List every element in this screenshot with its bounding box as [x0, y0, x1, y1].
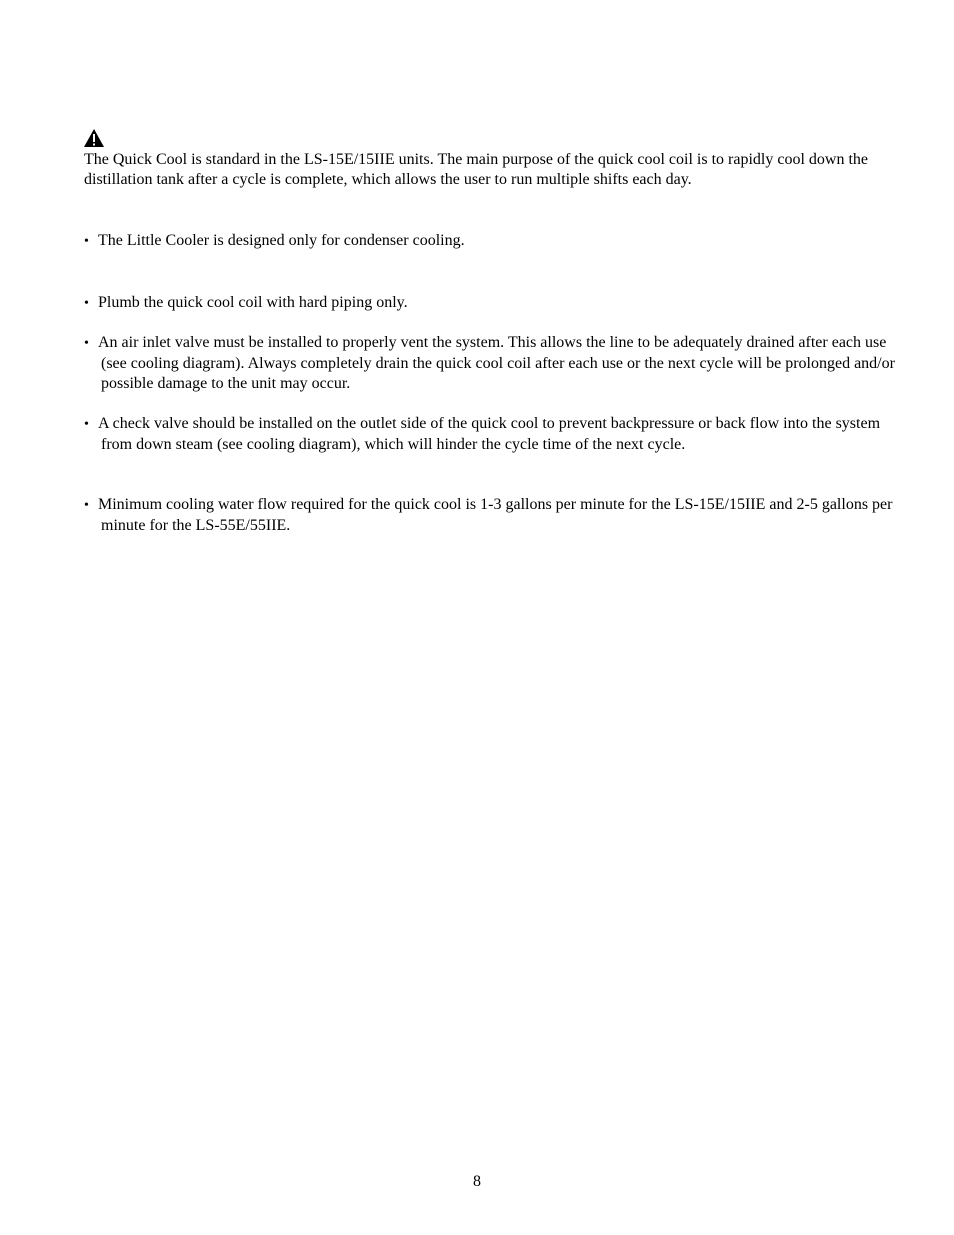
bullet-text: The Little Cooler is designed only for condenser cooling. [98, 232, 465, 249]
bullet-text: Plumb the quick cool coil with hard piping only. [98, 294, 408, 311]
bullet-marker: • [84, 234, 89, 249]
intro-paragraph: The Quick Cool is standard in the LS-15E/15IIE units. The main purpose of the quick cool coil is to rapidly cool down the distillation tank after a cycle is complete, which allows the user to run multiple shifts each day. [84, 151, 869, 188]
bullet-item-check-valve [84, 414, 911, 455]
bullet-item-air-inlet-valve [84, 333, 911, 394]
bullet-text: Minimum cooling water flow required for the quick cool is 1-3 gallons per minute for the LS-15E/15IIE and 2-5 gallons per minute for the LS-55E/55IIE. [98, 496, 893, 534]
bullet-marker: • [84, 296, 89, 311]
bullet-marker: • [84, 498, 89, 513]
bullet-marker: • [84, 417, 89, 432]
page-number: 8 [473, 1173, 481, 1190]
bullet-marker: • [84, 336, 89, 351]
bullet-text: A check valve should be installed on the outlet side of the quick cool to prevent backpressure or back flow into the system from down steam (see cooling diagram), which will hinder the cycle time of the next cycle. [98, 415, 881, 453]
bullet-item-hard-piping [84, 293, 911, 314]
bullet-item-condenser-cooling [84, 231, 911, 252]
warning-triangle-icon [83, 128, 105, 148]
bullet-item-water-flow [84, 495, 911, 536]
bullet-text: An air inlet valve must be installed to properly vent the system. This allows the line to be adequately drained after each use (see cooling diagram). Always completely drain the quick cool coil after each use or the next cycle will be prolonged and/or possible damage to the unit may occur. [98, 334, 895, 392]
